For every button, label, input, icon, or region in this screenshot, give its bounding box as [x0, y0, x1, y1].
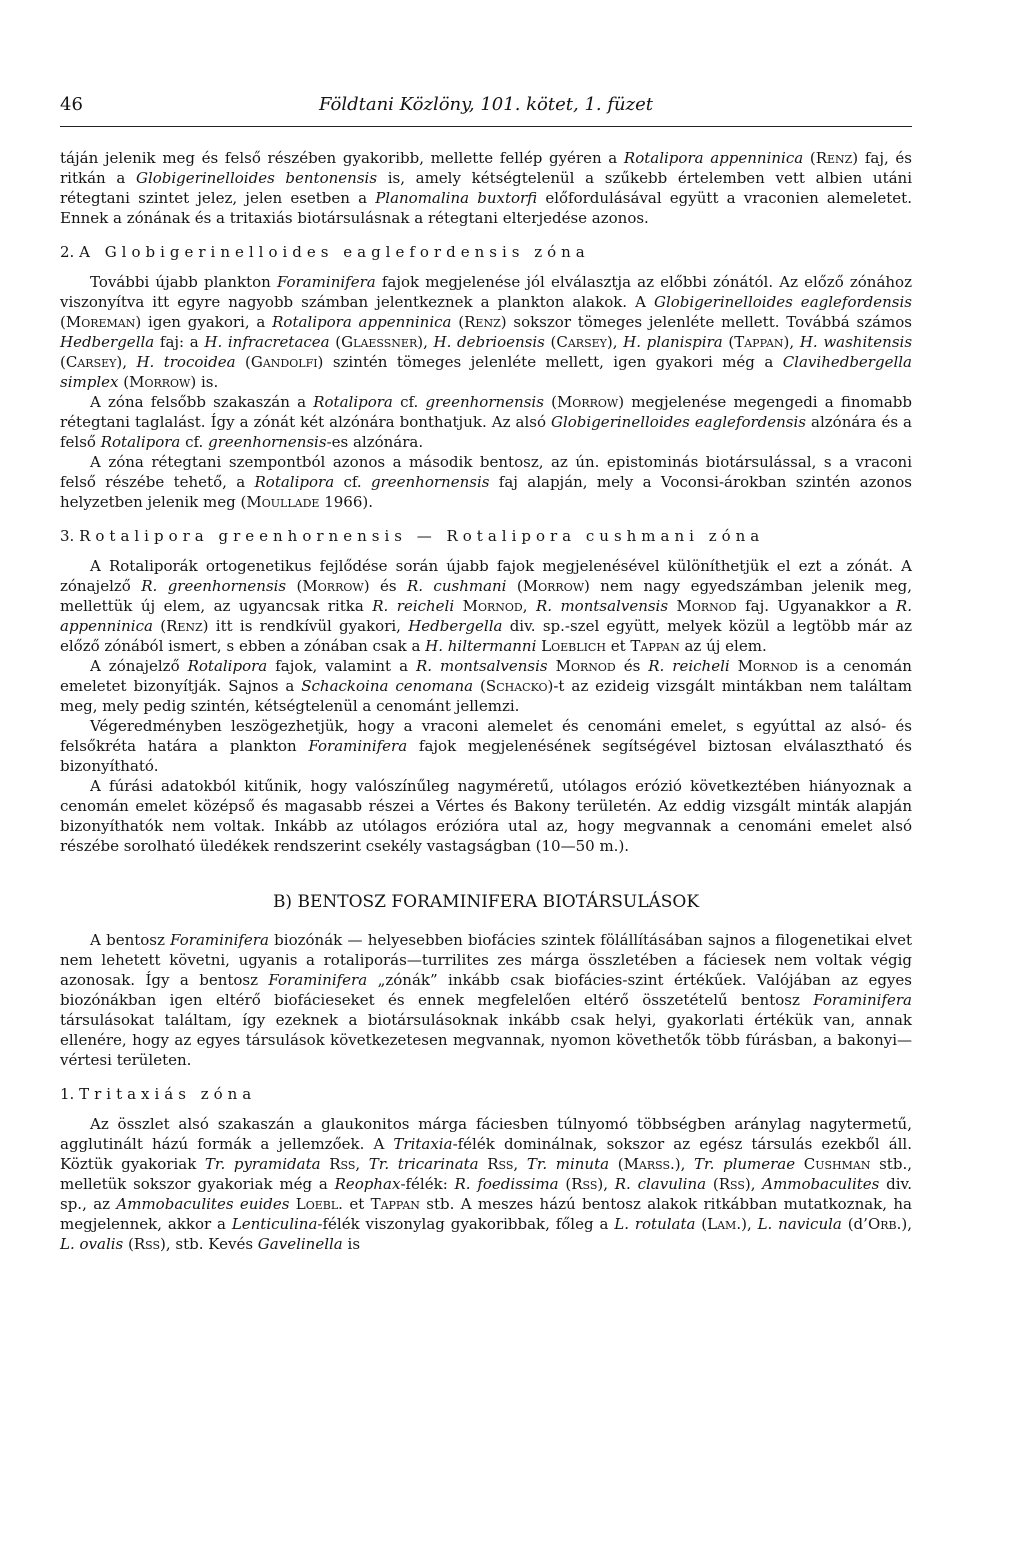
paragraph: A zóna felsőbb szakaszán a Rotalipora cf. greenhornensis (Morrow) megjelenése megengedi a finomabb rétegtani taglalást. Így a zónát két alzónára bonthatjuk. Az alsó Globigerinelloides eaglefordensis alzónára és a felső Rotalipora cf. greenhornensis-es alzónára.: [60, 393, 912, 451]
paragraph: A zónajelző Rotalipora fajok, valamint a R. montsalvensis Mornod és R. reicheli Mornod is a cenomán emeletet bizonyítják. Sajnos a Schackoina cenomana (Schacko)-t az ezideig vizsgált mintákban nem találtam meg, mely pedig szintén, kétségtelenül a cenománt jellemzi.: [60, 657, 912, 715]
paragraph: A Rotaliporák ortogenetikus fejlődése során újabb fajok megjelenésével különíthetjük el ezt a zónát. A zónajelző R. greenhornensis (Morrow) és R. cushmani (Morrow) nem nagy egyedszámban jelenik meg, mellettük új elem, az ugyancsak ritka R. reicheli Mornod, R. montsalvensis Mornod faj. Ugyanakkor a R. appenninica (Renz) itt is rendkívül gyakori, Hedbergella div. sp.-szel együtt, melyek közül a legtöbb már az előző zónából ismert, s ebben a zónában csak a H. hiltermanni Loeblich et Tappan az új elem.: [60, 557, 913, 655]
paragraph: A fúrási adatokból kitűnik, hogy valószínűleg nagyméretű, utólagos erózió következtében hiányoznak a cenomán emelet középső és magasabb részei a Vértes és Bakony területén. Az eddig vizsgált minták alapján bizonyíthatók nem voltak. Inkább az utólagos erózióra utal az, hogy megvannak a cenománi emelet alsó részébe sorolható üledékek rendszerint csekély vastagságban (10—50 m.).: [60, 777, 912, 855]
paragraph: Az összlet alsó szakaszán a glaukonitos márga fáciesben túlnyomó többségben aránylag nagytermetű, agglutinált házú formák a jellemzőek. A Tritaxia-félék dominálnak, sokszor az egész társulás ezekből áll. Köztük gyakoriak Tr. pyramidata Rss, Tr. tricarinata Rss, Tr. minuta (Marss.), Tr. plumerae Cushman stb., melletük sokszor gyakoriak még a Reophax-félék: R. foedissima (Rss), R. clavulina (Rss), Ammobaculites div. sp., az Ammobaculites euides Loebl. et Tappan stb. A meszes házú bentosz alakok ritkábban mutatkoznak, ha megjelennek, akkor a Lenticulina-félék viszonylag gyakoribbak, főleg a L. rotulata (Lam.), L. navicula (d’Orb.), L. ovalis (Rss), stb. Kevés Gavelinella is: [60, 1115, 912, 1253]
paragraph: További újabb plankton Foraminifera fajok megjelenése jól elválasztja az előbbi zónától. Az előző zónához viszonyítva itt egyre nagyobb számban jelentkeznek a plankton alakok. A Globigerinelloides eaglefordensis (Moreman) igen gyakori, a Rotalipora appenninica (Renz) sokszor tömeges jelenléte mellett. Továbbá számos Hedbergella faj: a H. infracretacea (Glaessner), H. debrioensis (Carsey), H. planispira (Tappan), H. washitensis (Carsey), H. trocoidea (Gandolfi) szintén tömeges jelenléte mellett, igen gyakori még a Clavihedbergella simplex (Morrow) is.: [60, 273, 913, 391]
subsection-heading: 1. Tritaxiás zóna: [60, 1085, 257, 1103]
body-text: [60, 148, 912, 1254]
section-heading: B) BENTOSZ FORAMINIFERA BIOTÁRSULÁSOK: [272, 892, 700, 912]
subsection-heading: 2. A Globigerinelloides eaglefordensis zóna: [60, 243, 590, 261]
page-number: 46: [60, 94, 83, 115]
paragraph: Végeredményben leszögezhetjük, hogy a vraconi alemelet és cenománi emelet, s egyúttal az alsó- és felsőkréta határa a plankton Foraminifera fajok megjelenésének segítségével biztosan elválasztható és bizonyítható.: [60, 717, 912, 775]
paragraph: A zóna rétegtani szempontból azonos a második bentosz, az ún. epistominás biotársulással, s a vraconi felső részébe tehető, a Rotalipora cf. greenhornensis faj alapján, mely a Voconsi-árokban szintén azonos helyzetben jelenik meg (Moullade 1966).: [60, 453, 912, 511]
running-head: Földtani Közlöny, 101. kötet, 1. füzet: [319, 94, 653, 115]
page-header: [60, 86, 912, 127]
subsection-heading: 3. Rotalipora greenhornensis — Rotalipora cushmani zóna: [60, 527, 765, 545]
paragraph: A bentosz Foraminifera biozónák — helyesebben biofácies szintek fölállításában sajnos a filogenetikai elvet nem lehetett követni, ugyanis a rotaliporás—turrilites zes márga összletében a fáciesek nem voltak végig azonosak. Így a bentosz Foraminifera „zónák” inkább csak biofácies-szint értékűek. Valójában az egyes biozónákban igen eltérő biofácieseket és ennek megfelelően eltérő összetételű bentosz Foraminifera társulásokat találtam, így ezeknek a biotársulásoknak inkább csak helyi, gyakorlati értékük van, annak ellenére, hogy az egyes társulások következetesen megvannak, nyomon követhetők több fúrásban, a bakonyi—vértesi területen.: [60, 931, 913, 1069]
paragraph: táján jelenik meg és felső részében gyakoribb, mellette fellép gyéren a Rotalipora appenninica (Renz) faj, és ritkán a Globigerinelloides bentonensis is, amely kétségtelenül a szűkebb értelemben vett albien utáni rétegtani szintet jelez, jelen esetben a Planomalina buxtorfi előfordulásával együtt a vraconien alemeletet. Ennek a zónának és a tritaxiás biotársulásnak a rétegtani elterjedése azonos.: [60, 149, 913, 227]
